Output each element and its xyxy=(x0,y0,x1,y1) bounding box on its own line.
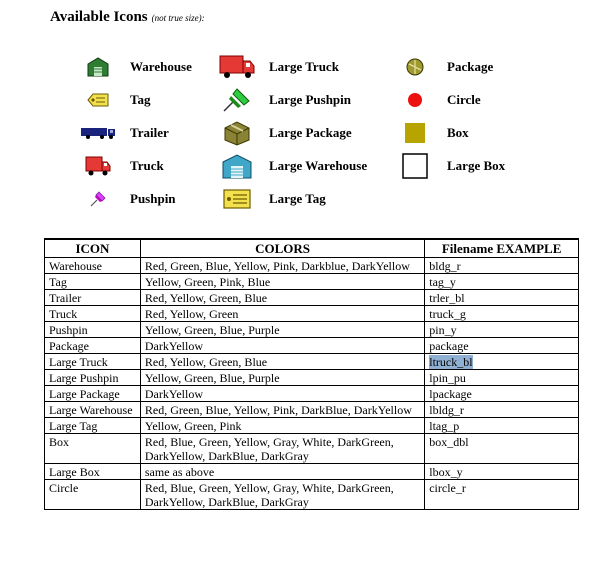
legend-label: Circle xyxy=(447,92,481,107)
filename-cell: lbox_y xyxy=(425,464,579,480)
heading-title: Available Icons xyxy=(50,9,148,25)
icon-cell: Package xyxy=(45,338,141,354)
colors-cell: DarkYellow xyxy=(140,386,424,402)
filename-cell: lbldg_r xyxy=(425,402,579,418)
table-row xyxy=(45,464,579,480)
colors-cell: Red, Blue, Green, Yellow, Gray, White, DarkGreen, DarkYellow, DarkBlue, DarkGray xyxy=(140,480,424,510)
table-row xyxy=(45,354,579,370)
icon-cell: Pushpin xyxy=(45,322,141,338)
icon-cell: Truck xyxy=(45,306,141,322)
colors-cell: Red, Yellow, Green, Blue xyxy=(140,354,424,370)
truck-icon xyxy=(80,154,116,178)
large-warehouse-icon xyxy=(219,154,255,178)
legend-label: Large Box xyxy=(447,158,506,173)
table-row xyxy=(45,418,579,434)
table-row xyxy=(45,480,579,510)
icon-cell: Large Pushpin xyxy=(45,370,141,386)
icon-cell: Trailer xyxy=(45,290,141,306)
legend-label: Warehouse xyxy=(130,59,192,74)
table-row xyxy=(45,306,579,322)
header-filename-example: Filename EXAMPLE xyxy=(425,239,579,258)
colors-cell: Yellow, Green, Pink, Blue xyxy=(140,274,424,290)
legend-label: Large Package xyxy=(269,125,352,140)
selected-text-highlight[interactable]: ltruck_bl xyxy=(429,355,473,369)
colors-cell: Red, Yellow, Green xyxy=(140,306,424,322)
table-row xyxy=(45,274,579,290)
package-icon xyxy=(397,55,433,79)
colors-cell: Yellow, Green, Blue, Purple xyxy=(140,322,424,338)
table-row xyxy=(45,402,579,418)
legend-label: Large Truck xyxy=(269,59,339,74)
filename-cell: box_dbl xyxy=(425,434,579,464)
filename-cell: tag_y xyxy=(425,274,579,290)
legend-label: Box xyxy=(447,125,469,140)
large-box-icon xyxy=(397,154,433,178)
colors-cell: Red, Blue, Green, Yellow, Gray, White, DarkGreen, DarkYellow, DarkBlue, DarkGray xyxy=(140,434,424,464)
colors-cell: same as above xyxy=(140,464,424,480)
filename-cell: ltag_p xyxy=(425,418,579,434)
colors-cell: DarkYellow xyxy=(140,338,424,354)
table-row xyxy=(45,434,579,464)
large-tag-icon xyxy=(219,187,255,211)
large-truck-icon xyxy=(219,55,255,79)
header-icon: ICON xyxy=(45,239,141,258)
tag-icon xyxy=(80,88,116,112)
pushpin-icon xyxy=(80,187,116,211)
large-package-icon xyxy=(219,121,255,145)
heading-note: (not true size): xyxy=(151,13,205,23)
filename-cell: bldg_r xyxy=(425,258,579,274)
legend-label: Package xyxy=(447,59,494,74)
filename-cell: pin_y xyxy=(425,322,579,338)
table-row xyxy=(45,370,579,386)
table-row xyxy=(45,386,579,402)
legend-label: Trailer xyxy=(130,125,169,140)
table-row xyxy=(45,338,579,354)
colors-cell: Yellow, Green, Pink xyxy=(140,418,424,434)
table-header-row xyxy=(45,239,579,258)
colors-cell: Red, Green, Blue, Yellow, Pink, DarkBlue, DarkYellow xyxy=(140,402,424,418)
large-pushpin-icon xyxy=(219,88,255,112)
filename-cell: lpin_pu xyxy=(425,370,579,386)
icon-cell: Large Truck xyxy=(45,354,141,370)
legend-label: Truck xyxy=(130,158,164,173)
icon-cell: Tag xyxy=(45,274,141,290)
box-icon xyxy=(397,121,433,145)
icon-cell: Large Warehouse xyxy=(45,402,141,418)
icon-cell: Circle xyxy=(45,480,141,510)
legend-label: Large Tag xyxy=(269,191,326,206)
icon-colors-table xyxy=(44,238,579,510)
table-row xyxy=(45,290,579,306)
icon-cell: Box xyxy=(45,434,141,464)
colors-cell: Yellow, Green, Blue, Purple xyxy=(140,370,424,386)
table-row xyxy=(45,322,579,338)
filename-cell: package xyxy=(425,338,579,354)
legend-label: Pushpin xyxy=(130,191,176,206)
icon-legend xyxy=(0,0,611,220)
colors-cell: Red, Yellow, Green, Blue xyxy=(140,290,424,306)
header-colors: COLORS xyxy=(140,239,424,258)
filename-cell: truck_g xyxy=(425,306,579,322)
filename-cell xyxy=(425,354,579,370)
icon-cell: Warehouse xyxy=(45,258,141,274)
icon-cell: Large Box xyxy=(45,464,141,480)
circle-icon xyxy=(397,88,433,112)
filename-cell: circle_r xyxy=(425,480,579,510)
icon-cell: Large Package xyxy=(45,386,141,402)
legend-label: Large Warehouse xyxy=(269,158,368,173)
colors-cell: Red, Green, Blue, Yellow, Pink, Darkblue, DarkYellow xyxy=(140,258,424,274)
trailer-icon xyxy=(80,121,116,145)
filename-cell: trler_bl xyxy=(425,290,579,306)
icon-cell: Large Tag xyxy=(45,418,141,434)
legend-label: Tag xyxy=(130,92,151,107)
warehouse-icon xyxy=(80,55,116,79)
filename-cell: lpackage xyxy=(425,386,579,402)
legend-label: Large Pushpin xyxy=(269,92,351,107)
table-row xyxy=(45,258,579,274)
